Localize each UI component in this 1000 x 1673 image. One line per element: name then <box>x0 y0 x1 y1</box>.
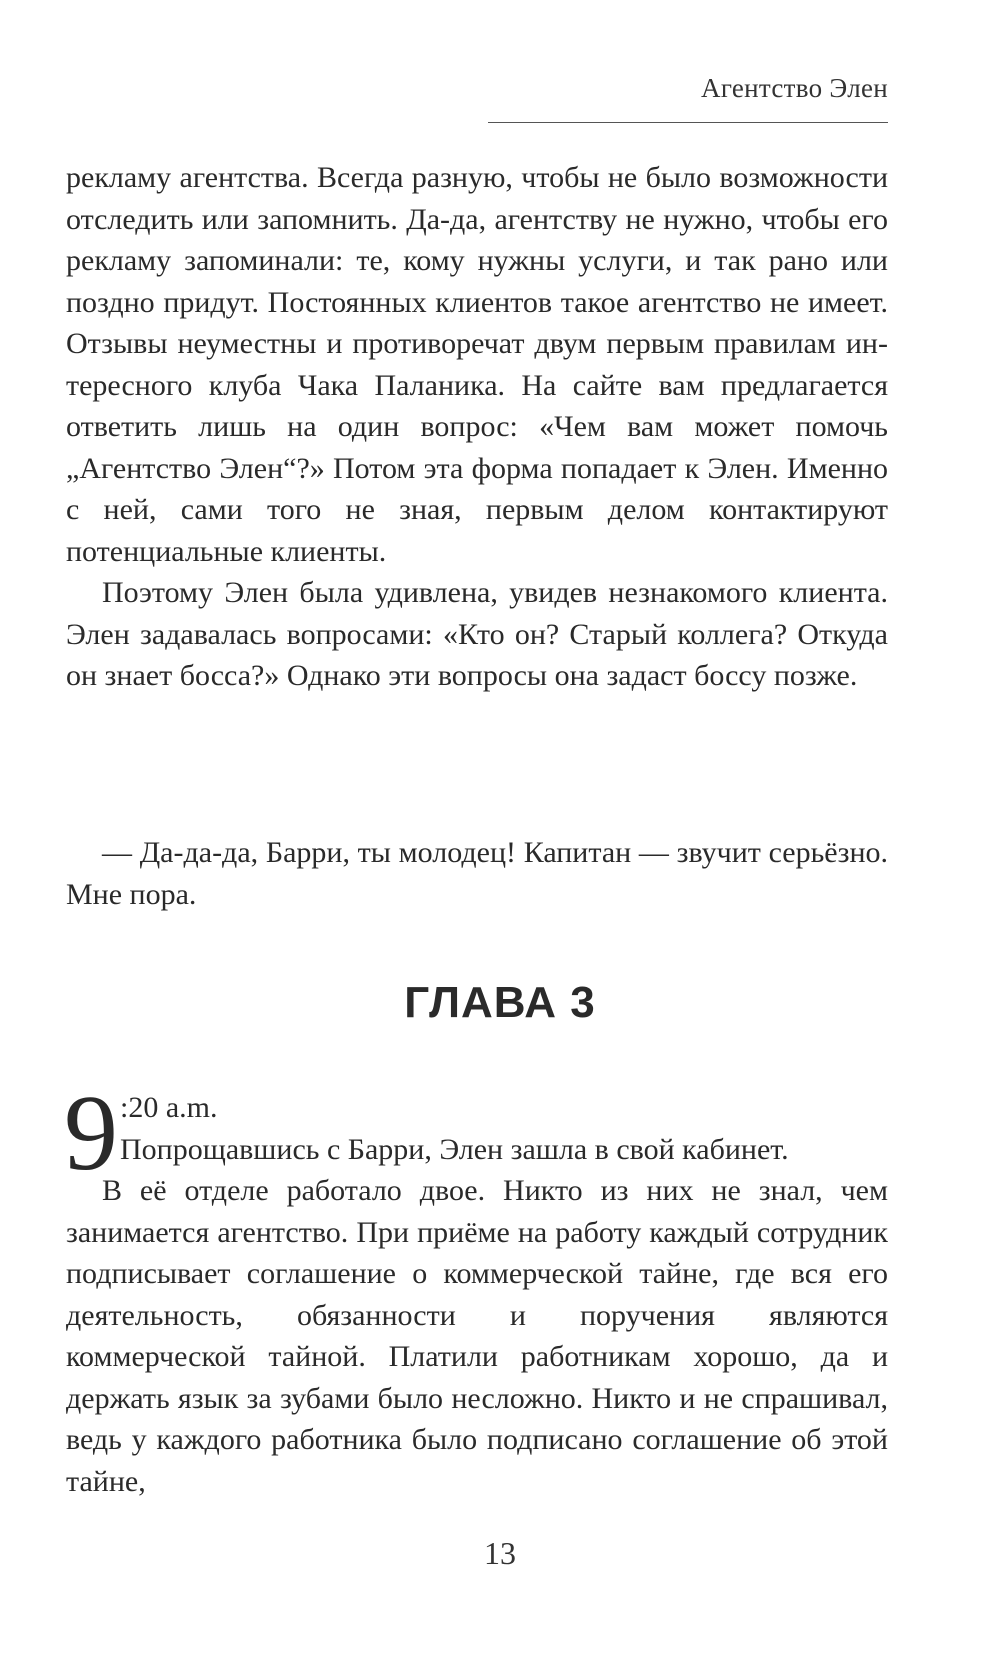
paragraph: В её отделе работало двое. Никто из них не знал, чем занимается агентство. При приёме на работу каждый сотрудник подписывает соглашение о коммерческой тайне, где вся его деятельность, обязанности и поручения являются коммерческой тайной. Платили работникам хорошо, да и держать язык за зубами было несложно. Никто и не спрашивал, ведь у каждого работника было подписано соглашение об этой тайне, <box>66 1174 888 1498</box>
drop-cap: 9 <box>64 1074 118 1193</box>
text-block-top <box>66 157 888 697</box>
chapter-first-line: Попрощавшись с Барри, Элен зашла в свой кабинет. <box>120 1133 789 1166</box>
dialogue-block <box>66 832 888 915</box>
paragraph: Поэтому Элен была удивлена, увидев незнакомого клиента. Элен задавалась вопросами: «Кто он? Старый коллега? Откуда он знает босса?» Однако эти вопросы она задаст боссу позже. <box>66 576 888 692</box>
text-block-bottom <box>66 1170 888 1502</box>
paragraph: рекламу агентства. Всегда разную, чтобы не было возможности отследить или запомнить. Да-да, агентству не нужно, чтобы его рекламу запоминали: те, кому нужны услуги, и так рано или поздно придут. Постоянных клиентов такое агентство не имеет. Отзывы неуместны и противоречат двум первым правилам интересного клуба Чака Паланика. На сайте вам предлагается ответить лишь на один вопрос: «Чем вам может помочь „Агентство Элен“?» Потом эта форма попадает к Элен. Именно с ней, сами того не зная, первым делом контактируют потенциальные клиенты. <box>66 161 888 568</box>
header-rule <box>488 122 888 123</box>
chapter-title: ГЛАВА 3 <box>404 978 596 1027</box>
dialogue-paragraph: — Да-да-да, Барри, ты молодец! Капитан — звучит серьёзно. Мне пора. <box>66 836 888 911</box>
page-number: 13 <box>484 1535 516 1571</box>
running-head: Агентство Элен <box>701 73 888 103</box>
chapter-time: :20 a.m. <box>120 1091 218 1124</box>
